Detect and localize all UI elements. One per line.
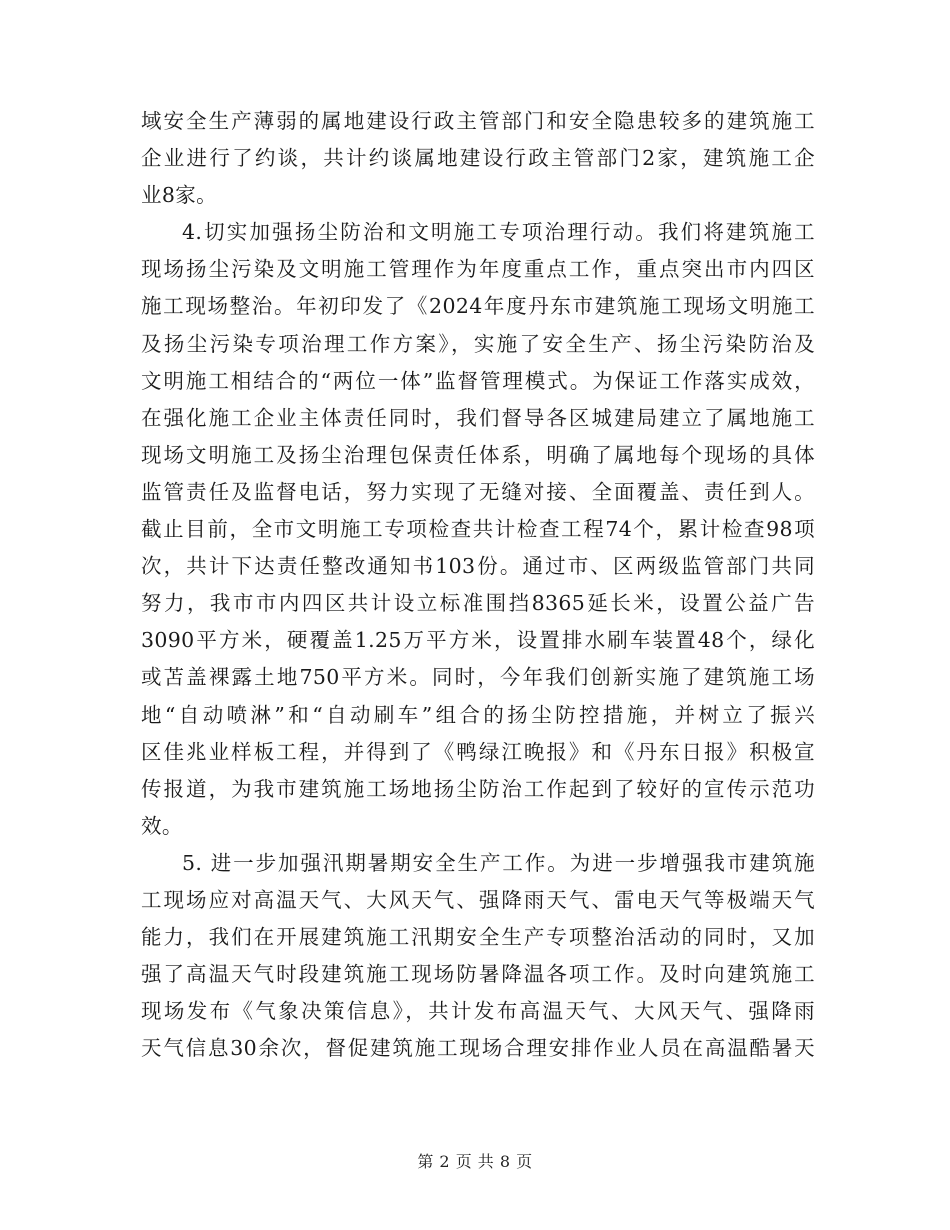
text-line: 截止目前，全市文明施工专项检查共计检查工程74个，累计检查98项 (141, 517, 815, 542)
text-line: 施工现场整治。年初印发了《2024年度丹东市建筑施工现场文明施工 (141, 294, 815, 319)
text-line: 现场发布《气象决策信息》，共计发布高温天气、大风天气、强降雨 (141, 999, 815, 1024)
text-line: 文明施工相结合的“两位一体”监督管理模式。为保证工作落实成效， (141, 368, 815, 393)
text-line: 效。 (141, 813, 183, 838)
text-line: 3090平方米，硬覆盖1.25万平方米，设置排水刷车装置48个，绿化 (141, 628, 815, 653)
text-line: 4.切实加强扬尘防治和文明施工专项治理行动。我们将建筑施工 (182, 220, 815, 245)
text-line: 监管责任及监督电话，努力实现了无缝对接、全面覆盖、责任到人。 (141, 479, 815, 504)
text-line: 次，共计下达责任整改通知书103份。通过市、区两级监管部门共同 (141, 554, 815, 579)
text-line: 天气信息30余次，督促建筑施工现场合理安排作业人员在高温酷暑天 (141, 1036, 815, 1061)
text-line: 业8家。 (141, 183, 217, 208)
text-line: 或苫盖裸露土地750平方米。同时，今年我们创新实施了建筑施工场 (141, 665, 815, 690)
text-line: 及扬尘污染专项治理工作方案》，实施了安全生产、扬尘污染防治及 (141, 331, 815, 356)
text-line: 地“自动喷淋”和“自动刷车”组合的扬尘防控措施，并树立了振兴 (141, 702, 815, 727)
text-line: 区佳兆业样板工程，并得到了《鸭绿江晚报》和《丹东日报》积极宣 (141, 739, 815, 764)
text-line: 传报道，为我市建筑施工场地扬尘防治工作起到了较好的宣传示范功 (141, 776, 815, 801)
text-line: 企业进行了约谈，共计约谈属地建设行政主管部门2家，建筑施工企 (141, 146, 815, 171)
text-line: 努力，我市市内四区共计设立标准围挡8365延长米，设置公益广告 (141, 591, 815, 616)
text-line: 在强化施工企业主体责任同时，我们督导各区城建局建立了属地施工 (141, 405, 815, 430)
text-line: 域安全生产薄弱的属地建设行政主管部门和安全隐患较多的建筑施工 (141, 109, 815, 133)
text-line: 5. 进一步加强汛期暑期安全生产工作。为进一步增强我市建筑施 (182, 850, 815, 875)
text-line: 现场文明施工及扬尘治理包保责任体系，明确了属地每个现场的具体 (141, 442, 815, 467)
page-footer: 第 2 页 共 8 页 (417, 1152, 533, 1171)
text-line: 能力，我们在开展建筑施工汛期安全生产专项整治活动的同时，又加 (141, 925, 815, 950)
text-line: 强了高温天气时段建筑施工现场防暑降温各项工作。及时向建筑施工 (141, 962, 815, 987)
document-body (141, 103, 815, 1067)
text-line: 工现场应对高温天气、大风天气、强降雨天气、雷电天气等极端天气 (141, 887, 815, 912)
text-line: 现场扬尘污染及文明施工管理作为年度重点工作，重点突出市内四区 (141, 257, 815, 282)
